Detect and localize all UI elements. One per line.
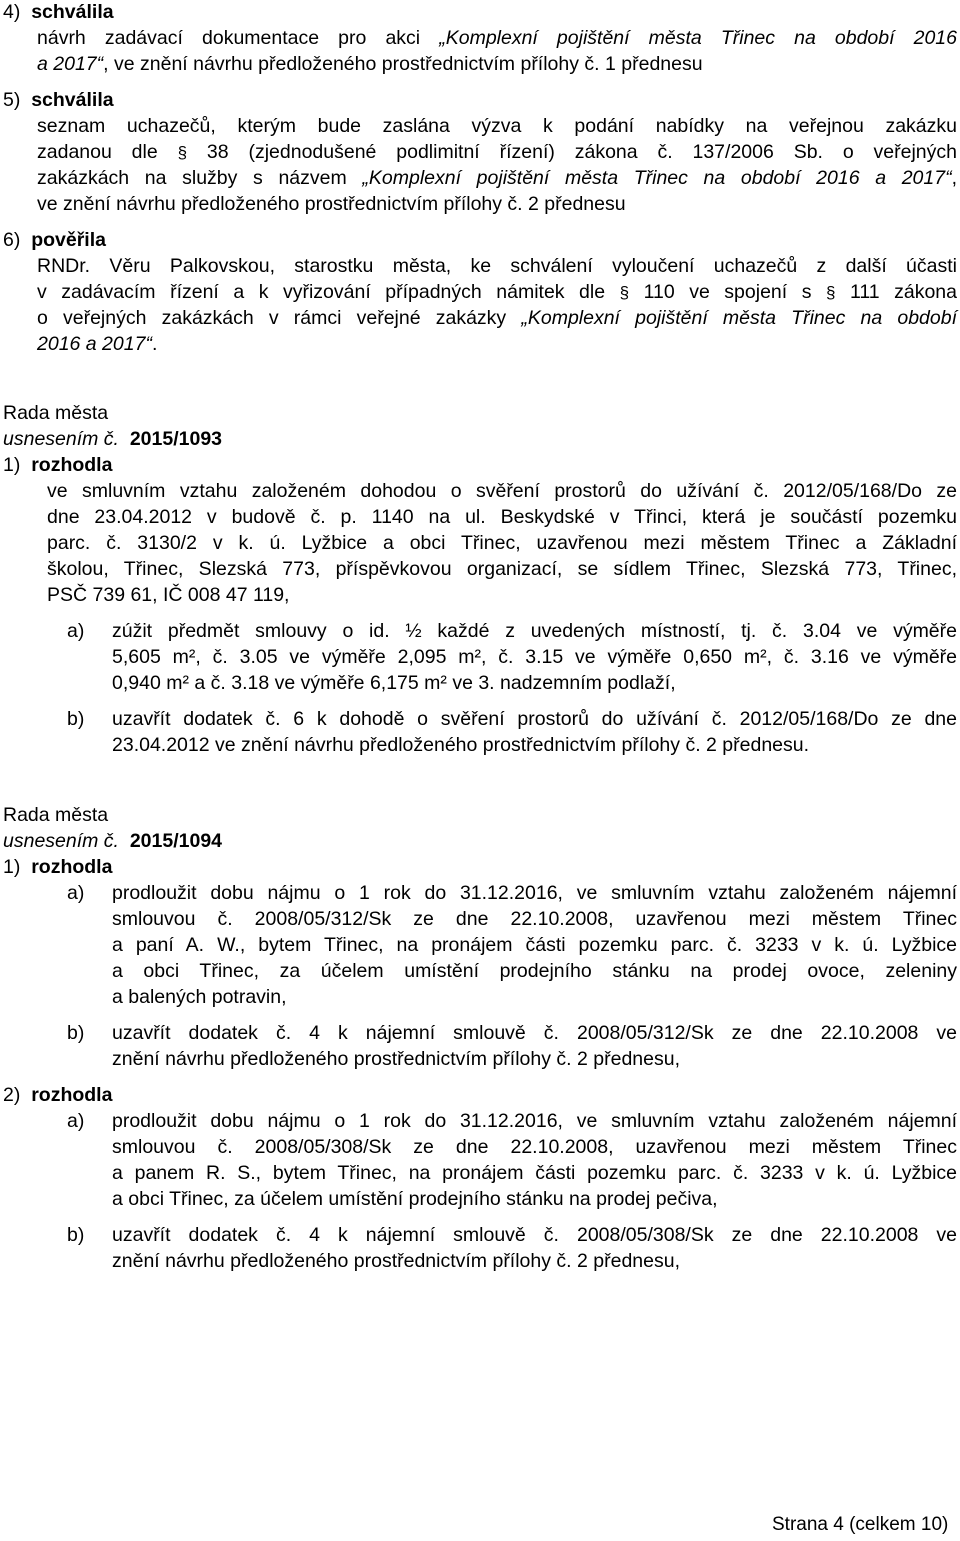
sub-item-label: b) [67,1224,85,1246]
item-6-heading [3,228,106,252]
council-heading: Rada města [3,804,109,826]
text-line: a paní A. W., bytem Třinec, na pronájem části pozemku parc. č. 3233 v k. ú. Lyžbice [112,934,957,956]
text-line: smlouvou č. 2008/05/308/Sk ze dne 22.10.2008, uzavřenou mezi městem Třinec [112,1136,957,1158]
text-line: prodloužit dobu nájmu o 1 rok do 31.12.2016, ve smluvním vztahu založeném nájemní [112,1110,957,1132]
text-line: ve smluvním vztahu založeném dohodou o svěření prostorů do užívání č. 2012/05/168/Do ze [47,480,957,502]
text-line: uzavřít dodatek č. 6 k dohodě o svěření prostorů do užívání č. 2012/05/168/Do ze dne [112,708,957,730]
resolution-verb: pověřila [31,229,106,251]
text-line: uzavřít dodatek č. 4 k nájemní smlouvě č. 2008/05/312/Sk ze dne 22.10.2008 ve [112,1022,957,1044]
resolution-verb: schválila [31,89,114,111]
text-line: a balených potravin, [112,986,287,1008]
item-5-line-3: zakázkách na služby s názvem „Komplexní pojištění města Třinec na období 2016 a 2017“, [37,167,957,189]
sub-item-label: b) [67,1022,85,1044]
council-heading: Rada města [3,402,109,424]
text-line: smlouvou č. 2008/05/312/Sk ze dne 22.10.2008, uzavřenou mezi městem Třinec [112,908,957,930]
resolution-verb: schválila [31,1,114,23]
item-6-line-2: v zadávacím řízení a k vyřizování případných námitek dle § 110 ve spojení s § 111 zákona [37,281,957,303]
item-6-line-4: 2016 a 2017“. [37,333,158,355]
sub-item-label: a) [67,882,85,904]
item-5-heading [3,88,114,112]
text-line: a obci Třinec, za účelem umístění prodejního stánku na prodej ovoce, zeleniny [112,960,957,982]
item-number: 1) [3,856,21,878]
text-line: znění návrhu předloženého prostřednictvím přílohy č. 2 přednesu, [112,1250,680,1272]
text-line: zúžit předmět smlouvy o id. ½ každé z uvedených místností, tj. č. 3.04 ve výměře [112,620,957,642]
text-line: parc. č. 3130/2 v k. ú. Lyžbice a obci Třinec, uzavřenou mezi městem Třinec a Základní [47,532,957,554]
item-1-heading [3,855,112,879]
resolution-verb: rozhodla [31,856,113,878]
item-2-heading [3,1083,112,1107]
section-sign-icon: § [619,283,630,302]
sub-item-label: a) [67,1110,85,1132]
text-line: školou, Třinec, Slezská 773, příspěvkovou organizací, se sídlem Třinec, Slezská 773, Třinec, [47,558,957,580]
resolution-verb: rozhodla [31,1084,113,1106]
text-line: a obci Třinec, za účelem umístění prodejního stánku na prodej pečiva, [112,1188,718,1210]
sub-item-label: a) [67,620,85,642]
text-line: znění návrhu předloženého prostřednictvím přílohy č. 2 přednesu, [112,1048,680,1070]
item-4-line-2: a 2017“, ve znění návrhu předloženého prostřednictvím přílohy č. 1 přednesu [37,53,703,75]
item-1-heading [3,453,112,477]
text-line: 5,605 m², č. 3.05 ve výměře 2,095 m², č. 3.15 ve výměře 0,650 m², č. 3.16 ve výměře [112,646,957,668]
text-line: 23.04.2012 ve znění návrhu předloženého prostřednictvím přílohy č. 2 přednesu. [112,734,810,756]
section-sign-icon: § [825,283,836,302]
item-number: 1) [3,454,21,476]
text-line: a panem R. S., bytem Třinec, na pronájem části pozemku parc. č. 3233 v k. ú. Lyžbice [112,1162,957,1184]
item-6-line-3: o veřejných zakázkách v rámci veřejné zakázky „Komplexní pojištění města Třinec na období [37,307,957,329]
text-line: prodloužit dobu nájmu o 1 rok do 31.12.2016, ve smluvním vztahu založeném nájemní [112,882,957,904]
item-number: 4) [3,1,21,23]
item-number: 5) [3,89,21,111]
item-4-heading [3,0,114,24]
item-number: 2) [3,1084,21,1106]
page-footer: Strana 4 (celkem 10) [772,1514,949,1535]
section-sign-icon: § [177,143,188,162]
item-5-line-2: zadanou dle § 38 (zjednodušené podlimitní řízení) zákona č. 137/2006 Sb. o veřejných [37,141,957,163]
resolution-number: usnesením č. 2015/1093 [3,428,223,450]
sub-item-label: b) [67,708,85,730]
resolution-number: usnesením č. 2015/1094 [3,830,223,852]
text-line: PSČ 739 61, IČ 008 47 119, [47,584,290,606]
item-5-line-1: seznam uchazečů, kterým bude zaslána výzva k podání nabídky na veřejnou zakázku [37,115,957,137]
item-4-line-1: návrh zadávací dokumentace pro akci „Komplexní pojištění města Třinec na období 2016 [37,27,957,49]
item-number: 6) [3,229,21,251]
text-line: uzavřít dodatek č. 4 k nájemní smlouvě č. 2008/05/308/Sk ze dne 22.10.2008 ve [112,1224,957,1246]
item-6-line-1: RNDr. Věru Palkovskou, starostku města, ke schválení vyloučení uchazečů z další účasti [37,255,957,277]
text-line: dne 23.04.2012 v budově č. p. 1140 na ul. Beskydské v Třinci, která je součástí pozemku [47,506,957,528]
resolution-verb: rozhodla [31,454,113,476]
item-5-line-4: ve znění návrhu předloženého prostřednictvím přílohy č. 2 přednesu [37,193,626,215]
text-line: 0,940 m² a č. 3.18 ve výměře 6,175 m² ve 3. nadzemním podlaží, [112,672,676,694]
